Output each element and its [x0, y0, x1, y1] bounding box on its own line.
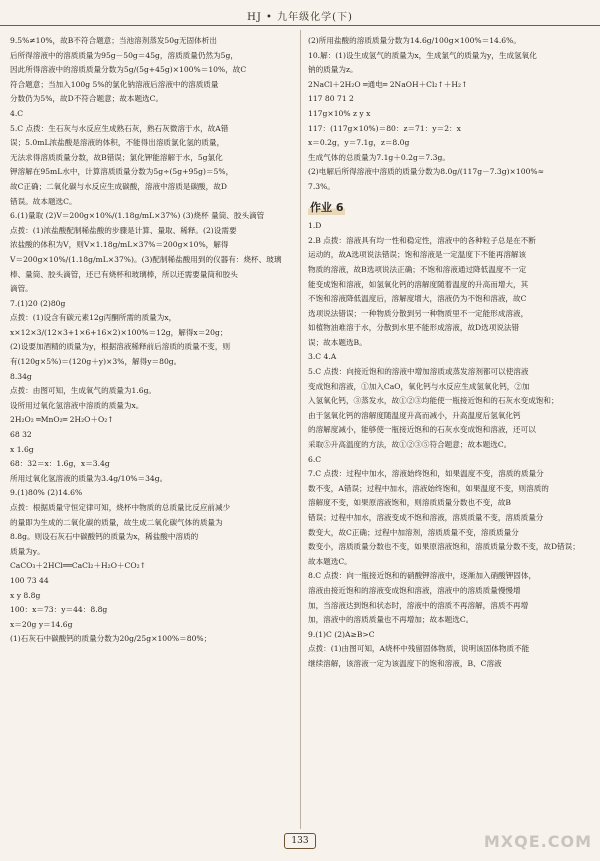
text-line: 点拨：由图可知，生成氧气的质量为1.6g。 — [10, 386, 157, 396]
right-column — [308, 34, 590, 672]
text-line: 错误。故本题选C。 — [10, 196, 77, 206]
text-line: 数不变，A错误；过程中加水，溶液始终饱和，如果温度不变，则溶质的 — [308, 483, 549, 493]
text-line: 采取⑤升高温度的方法，故①②③⑤符合题意；故本题选C。 — [308, 440, 512, 450]
text-line: 符合题意；当加入100g 5%的氯化钠溶液后溶液中的溶质质量 — [10, 79, 219, 89]
text-line: 无法求得溶质质量分数，故B错误；氯化钾能溶解于水，5g氯化 — [10, 152, 223, 162]
text-line: 数变大，故C正确；过程中加溶剂，溶质质量不变，溶质质量分 — [308, 527, 519, 537]
header-title: HJ • 九年级化学(下) — [247, 12, 353, 23]
text-line: 117 80 71 2 — [308, 94, 354, 104]
text-line: 分数仍为5%，故D不符合题意；故本题选C。 — [10, 94, 164, 104]
text-line: 点拨：(1)设含有碳元素12g丙酮所需的质量为x， — [10, 313, 177, 323]
text-line: x＝0.2g，y＝7.1g，z＝8.0g — [308, 138, 410, 148]
text-line: x×12×3/(12×3+1×6+16×2)×100%＝12g，解得x＝20g； — [10, 327, 228, 337]
text-line: 错误；过程中加水，溶液变成不饱和溶液，溶质质量不变，溶质质量分 — [308, 513, 544, 522]
text-line: 误；5.0mL浓盐酸是溶液的体积，不能得出溶质氯化氢的质量， — [10, 138, 225, 148]
text-line: 加，当溶液达到饱和状态时，溶液中的溶质不再溶解，溶质不再增 — [308, 600, 529, 610]
text-line: 故C正确；二氧化碳与水反应生成碳酸，溶液中溶质是碳酸，故D — [10, 181, 227, 191]
text-line: 9.5%≠10%，故B不符合题意；当池溶剂蒸发50g无固体析出 — [10, 36, 217, 45]
text-line: 棒、量筒、胶头滴管，还已有烧杯和玻璃棒，所以还需要量筒和胶头 — [10, 269, 238, 279]
text-line: 68 32 — [10, 430, 32, 440]
text-line: 因此所得溶液中的溶质质量分数为5g/(5g+45g)×100%＝10%，故C — [10, 65, 247, 75]
text-line: 7.C 点拨：过程中加水，溶液始终饱和，如果温度不变，溶质的质量分 — [308, 469, 544, 479]
text-line: 的溶解度减小，能够使一瓶接近饱和的石灰水变成饱和溶液，还可以 — [308, 425, 536, 435]
text-line: 有(120g×5%)＝(120g＋y)×3%，解得y＝80g。 — [10, 357, 182, 367]
text-line: 所用过氧化氢溶液的质量为3.4g/10%＝34g。 — [10, 473, 168, 483]
text-line: 加，溶液中的溶质质量也不再增加；故本题选C。 — [308, 615, 474, 625]
text-line: 点拨：根据质量守恒定律可知，烧杯中物质的总质量比反应前减少 — [10, 503, 231, 512]
text-line: x＝20g y＝14.6g — [10, 619, 73, 629]
text-line: 117g×10% z y x — [308, 108, 371, 118]
text-line: 2H₂O₂ ═MnO₂═ 2H₂O＋O₂↑ — [10, 415, 114, 425]
text-line: 2NaCl＋2H₂O ═通电═ 2NaOH＋Cl₂↑＋H₂↑ — [308, 79, 468, 89]
text-line: 钠的质量为z。 — [308, 65, 358, 75]
text-line: 3.C 4.A — [308, 352, 337, 362]
text-line: 能变成饱和溶液，如氢氧化钙的溶解度随着温度的升高而增大，其 — [308, 279, 529, 289]
watermark-logo: MXQE.COM — [483, 832, 592, 851]
right-bottom-block — [308, 219, 590, 671]
text-line: x y 8.8g — [10, 590, 41, 600]
text-line: (2)电解后所得溶液中溶质的质量分数为8.0g/(117g－7.3g)×100%≈ — [308, 167, 544, 177]
text-line: 8.34g — [10, 371, 32, 381]
text-line: 物质的溶液，故B选项说法正确；不饱和溶液通过降低温度不一定 — [308, 264, 527, 274]
text-line: 质量为y。 — [10, 546, 45, 556]
text-line: 7.3%。 — [308, 181, 335, 191]
text-line: 100 73 44 — [10, 575, 49, 585]
text-line: 故本题选C。 — [308, 556, 352, 566]
text-line: (2)所用盐酸的溶质质量分数为14.6g/100g×100%＝14.6%。 — [308, 36, 521, 45]
page-header — [0, 0, 600, 26]
text-line: 6.(1)量取 (2)V＝200g×10%/(1.18g/mL×37%) (3)烧杯 量筒、胶头滴管 — [10, 211, 265, 221]
text-line: 溶解度不变，如果原溶液饱和，则溶质质量分数也不变，故B — [308, 498, 512, 508]
text-line: 8.8g。则设石灰石中碳酸钙的质量为x，稀盐酸中溶质的 — [10, 532, 199, 542]
text-line: CaCO₃＋2HCl══CaCl₂＋H₂O＋CO₂↑ — [10, 561, 146, 571]
text-line: 继续溶解，该溶液一定为该温度下的饱和溶液，B、C溶液 — [308, 658, 502, 668]
text-line: 点拨：(1)浓盐酸配制稀盐酸的步骤是计算、量取、稀释。(2)设需要 — [10, 225, 237, 235]
text-line: 选项说法错误；一种物质分散到另一种物质里不一定能形成溶液， — [308, 308, 529, 318]
text-line: 溶液由接近饱和的溶液变成饱和溶液，溶液中的溶质质量慢慢增 — [308, 585, 521, 595]
text-line: 点拨：(1)由图可知，A烧杯中残留固体物质，说明该固体物质不能 — [308, 644, 530, 654]
text-line: 7.(1)20 (2)80g — [10, 298, 66, 308]
text-line: 滴管。 — [10, 284, 33, 294]
right-top-block — [308, 34, 590, 195]
text-line: 117：(117g×10%)＝80：z＝71：y＝2：x — [308, 123, 461, 133]
page-number: 133 — [284, 833, 315, 849]
text-line: (1)石灰石中碳酸钙的质量分数为20g/25g×100%＝80%； — [10, 634, 212, 644]
text-line: 1.D — [308, 221, 322, 231]
text-line: 不饱和溶液降低温度后，溶解度增大，溶液仍为不饱和溶液，故C — [308, 294, 527, 304]
text-line: x 1.6g — [10, 444, 34, 454]
text-line: 由于氢氧化钙的溶解度随温度升高而减小，升高温度后氢氧化钙 — [308, 410, 521, 420]
text-line: 5.C 点拨：向接近饱和的溶液中增加溶质或蒸发溶剂都可以使溶液 — [308, 367, 529, 377]
text-line: 数变小，溶质质量分数也不变，如果原溶液饱和，溶质质量分数不变，故D错误； — [308, 542, 580, 552]
text-line: 如植物油难溶于水，分散到水里不能形成溶液，故D选项说法错 — [308, 323, 520, 333]
text-line: 4.C — [10, 108, 24, 118]
left-column — [10, 34, 294, 647]
text-line: 2.B 点拨：溶液具有均一性和稳定性，溶液中的各种粒子总是在不断 — [308, 235, 536, 245]
text-line: 9.(1)C (2)A≥B>C — [308, 629, 375, 639]
text-line: 10.解：(1)设生成氢气的质量为x，生成氯气的质量为y，生成氢氧化 — [308, 50, 537, 60]
text-line: 6.C — [308, 454, 322, 464]
text-line: 变成饱和溶液，①加入CaO，氧化钙与水反应生成氢氧化钙，②加 — [308, 381, 530, 391]
text-line: (2)设要加酒精的质量为y，根据溶液稀释前后溶质的质量不变，则 — [10, 342, 231, 352]
text-line: V＝200g×10%/(1.18g/mL×37%)。(3)配制稀盐酸用到的仪器有：烧杯、玻璃 — [10, 254, 282, 264]
text-line: 后所得溶液中的溶质质量为95g－50g＝45g，溶质质量仍然为5g， — [10, 50, 238, 60]
text-line: 生成气体的总质量为7.1g＋0.2g＝7.3g。 — [308, 152, 450, 162]
text-line: 的量即为生成的二氧化碳的质量，故生成二氧化碳气体的质量为 — [10, 517, 223, 527]
text-line: 浓盐酸的体积为V，则V×1.18g/mL×37%＝200g×10%，解得 — [10, 240, 229, 250]
text-line: 运动的，故A选项说法错误；饱和溶液是一定温度下不能再溶解该 — [308, 250, 527, 260]
text-line: 68：32＝x：1.6g，x＝3.4g — [10, 459, 110, 469]
text-line: 入氢氧化钙，③蒸发水，故①②③均能使一瓶接近饱和的石灰水变成饱和； — [308, 396, 559, 406]
text-line: 5.C 点拨：生石灰与水反应生成熟石灰，熟石灰微溶于水，故A错 — [10, 123, 229, 133]
text-line: 设所用过氧化氢溶液中溶质的质量为x。 — [10, 400, 144, 410]
text-line: 8.C 点拨：向一瓶接近饱和的硝酸钾溶液中，逐渐加入硝酸钾固体， — [308, 571, 537, 581]
text-line: 钾溶解在95mL水中，计算溶质质量分数为5g÷(5g+95g)＝5%， — [10, 167, 234, 177]
text-line: 9.(1)80% (2)14.6% — [10, 488, 83, 498]
column-divider — [300, 30, 301, 829]
section-title: 作业 6 — [310, 200, 344, 214]
text-line: 100：x＝73：y＝44：8.8g — [10, 605, 108, 615]
text-line: 误；故本题选B。 — [308, 337, 367, 347]
